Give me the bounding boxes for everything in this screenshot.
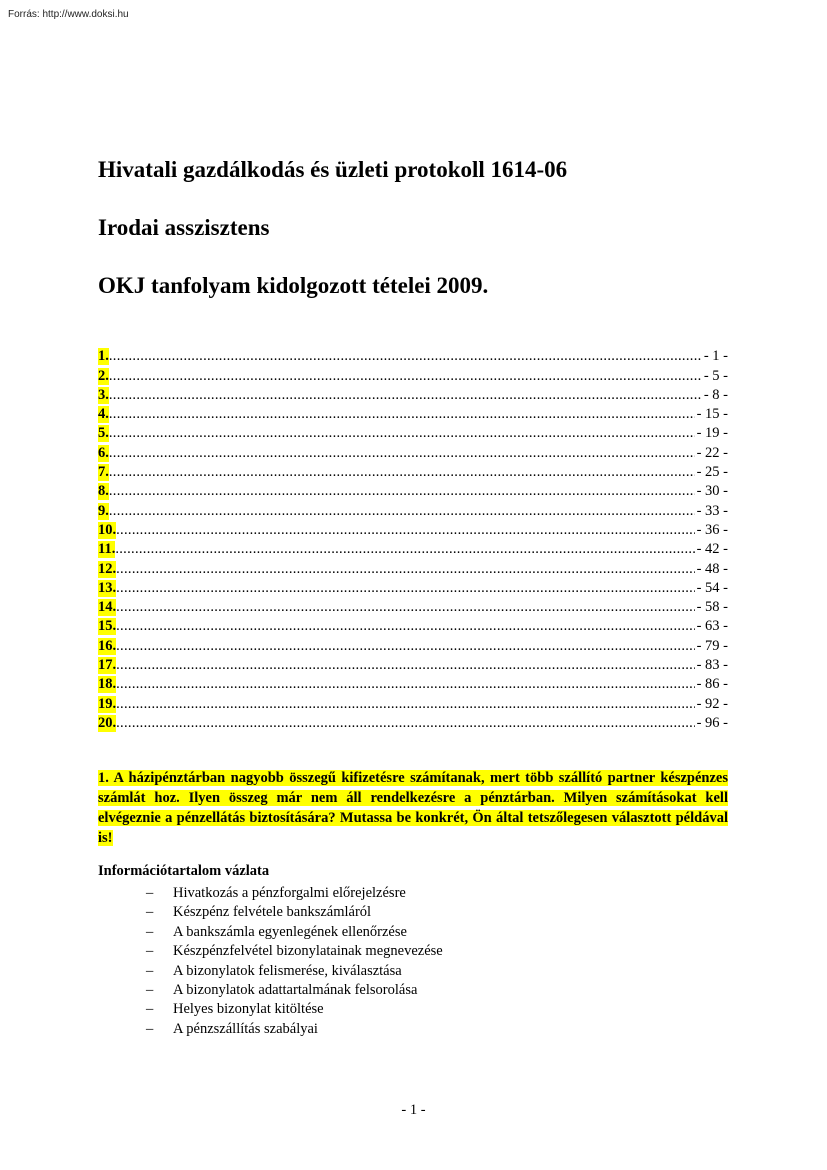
toc-entry-number: 11. [98,541,116,558]
toc-entry[interactable] [98,346,728,365]
toc-dot-leader [109,445,695,462]
toc-dot-leader [116,696,694,713]
toc-entry-page: - 58 - [696,599,728,616]
outline-item-text: A bizonylatok adattartalmának felsorolása [173,981,418,998]
toc-entry-page: - 30 - [696,483,728,500]
table-of-contents [98,346,728,732]
toc-entry[interactable] [98,674,728,693]
dash-bullet: – [146,923,154,940]
document-subtitle-role: Irodai asszisztens [98,215,270,240]
toc-entry[interactable] [98,404,728,423]
outline-item [146,962,443,981]
toc-dot-leader [116,599,694,616]
toc-entry-page: - 15 - [696,406,728,423]
toc-entry-number: 10. [98,521,117,538]
toc-entry-number: 20. [98,714,117,731]
toc-entry-page: - 48 - [696,560,728,577]
toc-entry-number: 12. [98,560,117,577]
toc-dot-leader [109,368,702,385]
toc-entry-number: 7. [98,464,109,481]
toc-entry-number: 4. [98,406,109,423]
toc-dot-leader [115,541,694,558]
dash-bullet: – [146,904,154,921]
dash-bullet: – [146,1001,154,1018]
outline-item [146,981,443,1000]
toc-entry-number: 5. [98,425,109,442]
toc-entry-number: 17. [98,657,117,674]
outline-item-text: A pénzszállítás szabályai [173,1020,318,1037]
dash-bullet: – [146,885,154,901]
toc-entry-page: - 22 - [696,444,728,461]
source-line: Forrás: http://www.doksi.hu [8,9,129,20]
toc-dot-leader [109,503,695,520]
toc-entry-number: 3. [98,386,109,403]
toc-entry[interactable] [98,597,728,616]
toc-entry-page: - 1 - [703,348,728,365]
outline-item [146,1020,443,1039]
toc-dot-leader [116,561,694,578]
toc-entry[interactable] [98,500,728,519]
outline-item-text: Készpénzfelvétel bizonylatainak megnevezése [173,943,443,960]
toc-dot-leader [116,657,694,674]
outline-item [146,903,443,922]
toc-dot-leader [116,618,694,635]
toc-entry-number: 9. [98,502,109,519]
outline-item [146,884,443,903]
toc-entry[interactable] [98,558,728,577]
toc-entry[interactable] [98,423,728,442]
outline-item-text: Helyes bizonylat kitöltése [173,1001,324,1018]
toc-dot-leader [109,464,695,481]
toc-entry[interactable] [98,578,728,597]
toc-entry-number: 2. [98,367,109,384]
toc-entry[interactable] [98,442,728,461]
toc-entry-page: - 8 - [703,386,728,403]
document-subtitle-course: OKJ tanfolyam kidolgozott tételei 2009. [98,273,489,298]
dash-bullet: – [146,1020,154,1037]
toc-entry-page: - 92 - [696,695,728,712]
question-block [98,768,728,848]
toc-entry-number: 6. [98,444,109,461]
toc-entry[interactable] [98,539,728,558]
outline-item-text: Készpénz felvétele bankszámláról [173,904,372,921]
dash-bullet: – [146,962,154,979]
toc-dot-leader [109,483,695,500]
toc-entry[interactable] [98,693,728,712]
toc-entry-page: - 63 - [696,618,728,635]
toc-entry-number: 8. [98,483,109,500]
toc-entry[interactable] [98,655,728,674]
outline-item-text: Hivatkozás a pénzforgalmi előrejelzésre [173,885,406,901]
outline-item [146,923,443,942]
document-title: Hivatali gazdálkodás és üzleti protokoll 1614-06 [98,157,568,182]
toc-entry-page: - 33 - [696,502,728,519]
dash-bullet: – [146,981,154,998]
toc-entry[interactable] [98,635,728,654]
outline-title: Információtartalom vázlata [98,863,270,879]
toc-entry-number: 18. [98,676,117,693]
toc-entry-number: 13. [98,579,117,596]
dash-bullet: – [146,943,154,960]
toc-dot-leader [109,348,702,365]
toc-dot-leader [116,522,694,539]
outline-item [146,1000,443,1019]
toc-entry-page: - 36 - [696,521,728,538]
toc-entry-number: 19. [98,695,117,712]
toc-entry-number: 16. [98,637,117,654]
toc-entry-number: 1. [98,348,109,365]
toc-dot-leader [109,387,702,404]
toc-entry[interactable] [98,616,728,635]
page-number: - 1 - [401,1102,426,1118]
toc-entry[interactable] [98,481,728,500]
toc-entry-page: - 86 - [696,676,728,693]
toc-entry-page: - 19 - [696,425,728,442]
toc-entry[interactable] [98,520,728,539]
outline-item-text: A bizonylatok felismerése, kiválasztása [173,962,402,979]
toc-entry[interactable] [98,462,728,481]
toc-entry[interactable] [98,365,728,384]
toc-entry-page: - 96 - [696,714,728,731]
toc-dot-leader [116,638,694,655]
toc-entry-page: - 54 - [696,579,728,596]
outline-item [146,942,443,961]
toc-entry-page: - 42 - [696,541,728,558]
toc-entry-page: - 83 - [696,657,728,674]
toc-entry-number: 15. [98,618,117,635]
outline-list [146,884,443,1039]
toc-dot-leader [116,676,694,693]
toc-dot-leader [109,406,695,423]
toc-dot-leader [116,580,694,597]
question-text: 1. A házipénztárban nagyobb összegű kifizetésre számítanak, mert több szállító partner készpénzes számlát hoz. Ilyen összeg már nem áll rendelkezésre a pénztárban. Milyen számításokat kell elvégeznie a pénzellátás biztosítására? Mutassa be konkrét, Ön által tetszőlegesen választott példával is! [98,770,728,846]
toc-dot-leader [116,715,694,732]
toc-entry-page: - 25 - [696,464,728,481]
toc-entry-page: - 79 - [696,637,728,654]
toc-entry-number: 14. [98,599,117,616]
toc-dot-leader [109,425,695,442]
outline-item-text: A bankszámla egyenlegének ellenőrzése [173,923,407,940]
toc-entry[interactable] [98,385,728,404]
toc-entry-page: - 5 - [703,367,728,384]
toc-entry[interactable] [98,713,728,732]
